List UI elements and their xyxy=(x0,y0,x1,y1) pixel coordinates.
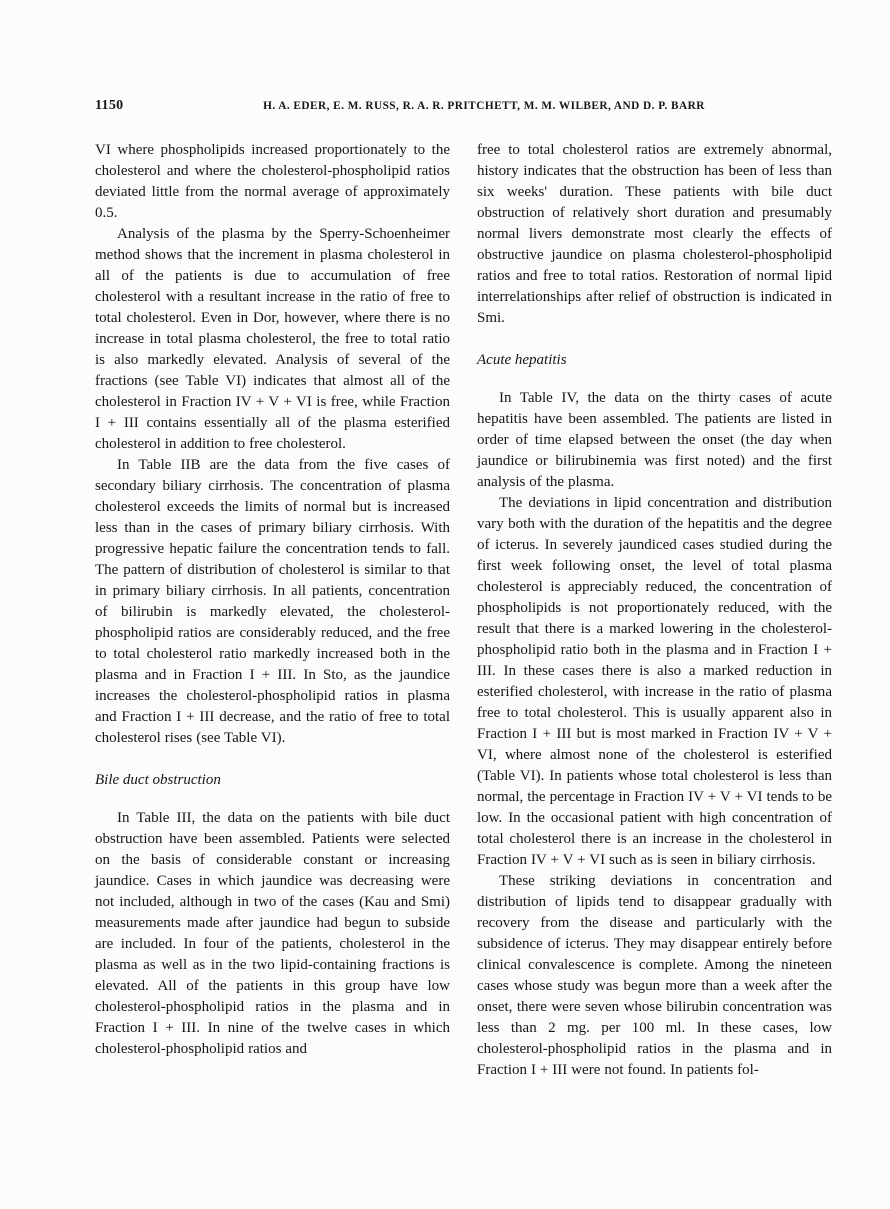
paragraph: In Table IIB are the data from the five cases of secondary biliary cirrhosis. The concentration of plasma cholesterol exceeds the limits of normal but is increased less than in the cases of primary biliary cirrhosis. With progressive hepatic failure the concentration tends to fall. The pattern of distribution of cholesterol is similar to that in primary biliary cirrhosis. In all patients, concentration of bilirubin is markedly elevated, the cholesterol-phospholipid ratios are considerably reduced, and the free to total cholesterol ratio markedly increased both in the plasma and in Fraction I + III. In Sto, as the jaundice increases the cholesterol-phospholipid ratios in plasma and Fraction I + III decrease, and the ratio of free to total cholesterol rises (see Table VI). xyxy=(95,457,450,746)
paragraph: In Table III, the data on the patients with bile duct obstruction have been assembled. Patients were selected on the basis of considerable constant or increasing jaundice. Cases in which jaundice was decreasing were not included, although in two of the cases (Kau and Smi) measurements made after jaundice had begun to subside are included. In four of the patients, cholesterol in the plasma as well as in the two lipid-containing fractions is elevated. All of the patients in this group have low cholesterol-phospholipid ratios in the plasma and in Fraction I + III. In nine of the twelve cases in which cholesterol-phospholipid ratios and xyxy=(95,810,450,1057)
paragraph: free to total cholesterol ratios are extremely abnormal, history indicates that the obstruction has been of less than six weeks' duration. These patients with bile duct obstruction of relatively short duration and presumably normal livers demonstrate most clearly the effects of obstructive jaundice on plasma cholesterol-phospholipid ratios and free to total ratios. Restoration of normal lipid interrelationships after relief of obstruction is indicated in Smi. xyxy=(477,142,832,326)
section-heading: Bile duct obstruction xyxy=(95,772,221,788)
paragraph: VI where phospholipids increased proportionately to the cholesterol and where the cholesterol-phospholipid ratios deviated little from the normal average of approximately 0.5. xyxy=(95,142,450,221)
section-heading: Acute hepatitis xyxy=(477,352,567,368)
running-head: H. A. EDER, E. M. RUSS, R. A. R. PRITCHETT, M. M. WILBER, AND D. P. BARR xyxy=(263,100,705,112)
two-column-body xyxy=(95,140,833,1081)
page-header xyxy=(95,98,833,114)
left-column xyxy=(95,140,450,1081)
paragraph: Analysis of the plasma by the Sperry-Schoenheimer method shows that the increment in plasma cholesterol in all of the patients is due to accumulation of free cholesterol with a resultant increase in the ratio of free to total cholesterol. Even in Dor, however, where there is no increase in total plasma cholesterol, the free to total ratio is also markedly elevated. Analysis of several of the fractions (see Table VI) indicates that almost all of the cholesterol in Fraction IV + V + VI is free, while Fraction I + III contains essentially all of the plasma esterified cholesterol in addition to free cholesterol. xyxy=(95,226,450,452)
paragraph: In Table IV, the data on the thirty cases of acute hepatitis have been assembled. The patients are listed in order of time elapsed between the onset (the day when jaundice or bilirubinemia was first noted) and the first analysis of the plasma. xyxy=(477,390,832,490)
right-column xyxy=(477,140,832,1081)
page-number: 1150 xyxy=(95,98,124,113)
paragraph: The deviations in lipid concentration and distribution vary both with the duration of the hepatitis and the degree of icterus. In severely jaundiced cases studied during the first week following onset, the level of total plasma cholesterol is appreciably reduced, the concentration of phospholipids is not proportionately reduced, with the result that there is a marked lowering in the cholesterol-phospholipid ratio both in the plasma and in Fraction I + III. In these cases there is also a marked reduction in esterified cholesterol, with increase in the ratio of plasma free to total cholesterol. This is usually apparent also in Fraction I + III but is most marked in Fraction IV + V + VI, where almost none of the cholesterol is esterified (Table VI). In patients whose total cholesterol is less than normal, the percentage in Fraction IV + V + VI tends to be low. In the occasional patient with high concentration of total cholesterol there is an increase in the cholesterol in Fraction IV + V + VI such as is seen in biliary cirrhosis. xyxy=(477,495,832,868)
paragraph: These striking deviations in concentration and distribution of lipids tend to disappear gradually with recovery from the disease and particularly with the subsidence of icterus. They may disappear entirely before clinical convalescence is complete. Among the nineteen cases whose study was begun more than a week after the onset, there were seven whose bilirubin concentration was less than 2 mg. per 100 ml. In these cases, low cholesterol-phospholipid ratios in the plasma and in Fraction I + III were not found. In patients fol- xyxy=(477,873,832,1078)
